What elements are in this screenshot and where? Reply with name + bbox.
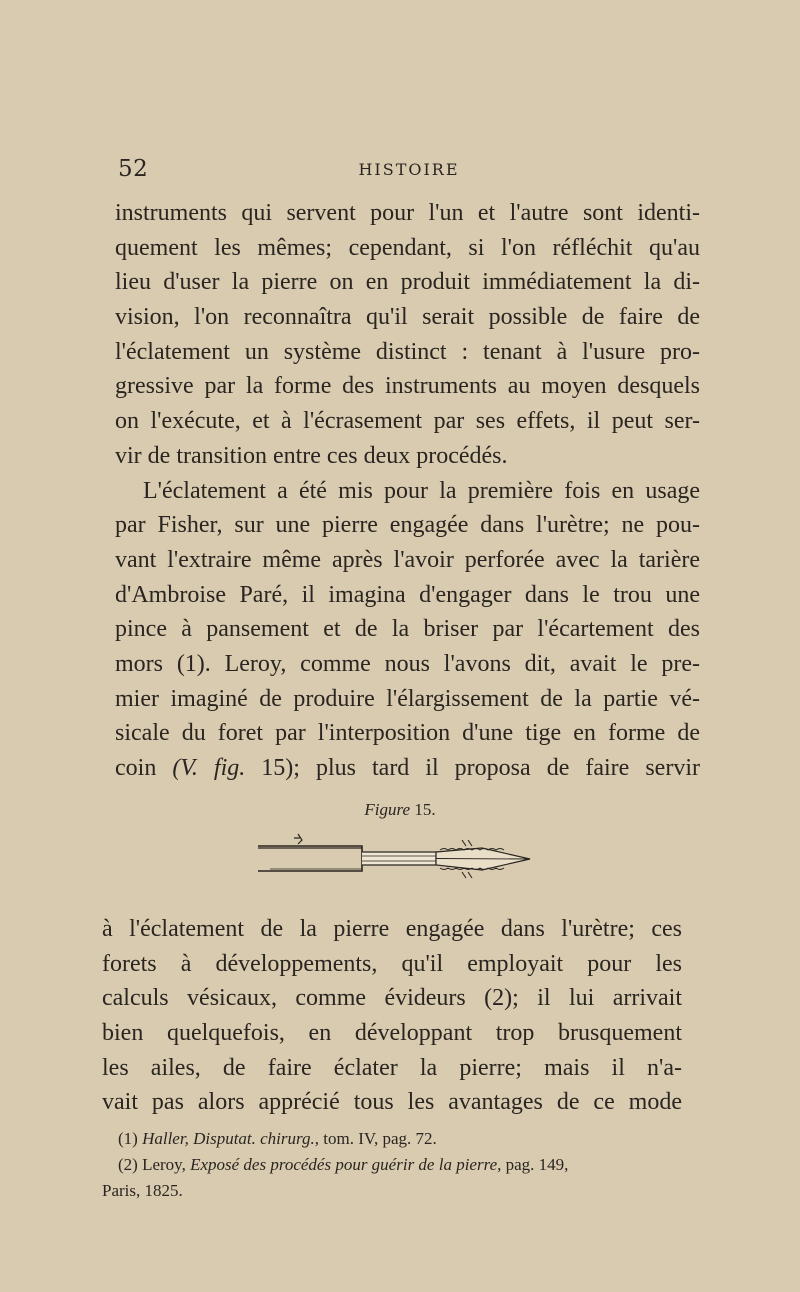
footnote-2-continued: Paris, 1825.: [102, 1181, 183, 1200]
text-line: lieu d'user la pierre on en produit immédiatement la di-: [115, 269, 700, 296]
text-line: mier imaginé de produire l'élargissement de la partie vé-: [115, 685, 700, 712]
text-line: instruments qui servent pour l'un et l'autre sont identi-: [115, 200, 700, 226]
page-number: 52: [118, 156, 149, 182]
figure-caption: [0, 800, 800, 820]
figure-reference: (V. fig.: [172, 755, 246, 781]
running-head: [118, 156, 700, 186]
text-line: les ailes, de faire éclater la pierre; mais il n'a-: [102, 1054, 682, 1081]
text-line: vait pas alors apprécié tous les avantages de ce mode: [102, 1089, 682, 1116]
text-line: vant l'extraire même après l'avoir perforée avec la tarière: [115, 546, 700, 573]
body-text-lower: [102, 912, 682, 1120]
text-fragment: ; plus tard il proposa de faire servir: [293, 755, 700, 781]
figure-caption-number: 15.: [410, 800, 436, 819]
footnote-text: , tom. IV, pag. 72.: [314, 1129, 437, 1148]
footnote-author: Leroy,: [142, 1155, 191, 1174]
text-line: pince à pansement et de la briser par l'écartement des: [115, 616, 700, 643]
footnote-1: [102, 1126, 687, 1152]
text-fragment: coin: [115, 755, 173, 781]
figure-reference-number: 15): [245, 755, 294, 781]
text-line: d'Ambroise Paré, il imagina d'engager dans le trou une: [115, 581, 700, 608]
footnote-citation: Exposé des procédés pour guérir de la pierre,: [190, 1155, 502, 1174]
text-line: sicale du foret par l'interposition d'une tige en forme de: [115, 720, 700, 747]
text-line: L'éclatement a été mis pour la première fois en usage: [143, 477, 700, 504]
body-text-upper: [115, 196, 700, 786]
text-line: l'éclatement un système distinct : tenant à l'usure pro-: [115, 338, 700, 365]
text-line: mors (1). Leroy, comme nous l'avons dit, avait le pre-: [115, 650, 700, 677]
drill-instrument-illustration: [250, 826, 540, 882]
footnotes: [102, 1126, 687, 1204]
footnote-citation: Haller, Disputat. chirurg.: [142, 1129, 315, 1148]
footnote-mark: (2): [118, 1155, 143, 1174]
text-line: gressive par la forme des instruments au moyen desquels: [115, 373, 700, 400]
figure-caption-label: Figure: [364, 800, 411, 819]
footnote-mark: (1): [118, 1129, 143, 1148]
text-line-with-figure-ref: [115, 751, 700, 786]
text-line: quement les mêmes; cependant, si l'on réfléchit qu'au: [115, 234, 700, 261]
text-line: par Fisher, sur une pierre engagée dans l'urètre; ne pou-: [115, 512, 700, 539]
text-line: vision, l'on reconnaîtra qu'il serait possible de faire de: [115, 304, 700, 331]
text-line: calculs vésicaux, comme évideurs (2); il lui arrivait: [102, 985, 682, 1012]
text-line: vir de transition entre ces deux procédés.: [115, 442, 508, 469]
text-line: on l'exécute, et à l'écrasement par ses effets, il peut ser-: [115, 408, 700, 435]
text-line: bien quelquefois, en développant trop brusquement: [102, 1020, 682, 1047]
footnote-text: pag. 149,: [501, 1155, 569, 1174]
footnote-2: [102, 1152, 687, 1178]
text-line: à l'éclatement de la pierre engagée dans l'urètre; ces: [102, 916, 682, 942]
text-line: forets à développements, qu'il employait pour les: [102, 950, 682, 977]
running-title: HISTOIRE: [358, 160, 460, 179]
